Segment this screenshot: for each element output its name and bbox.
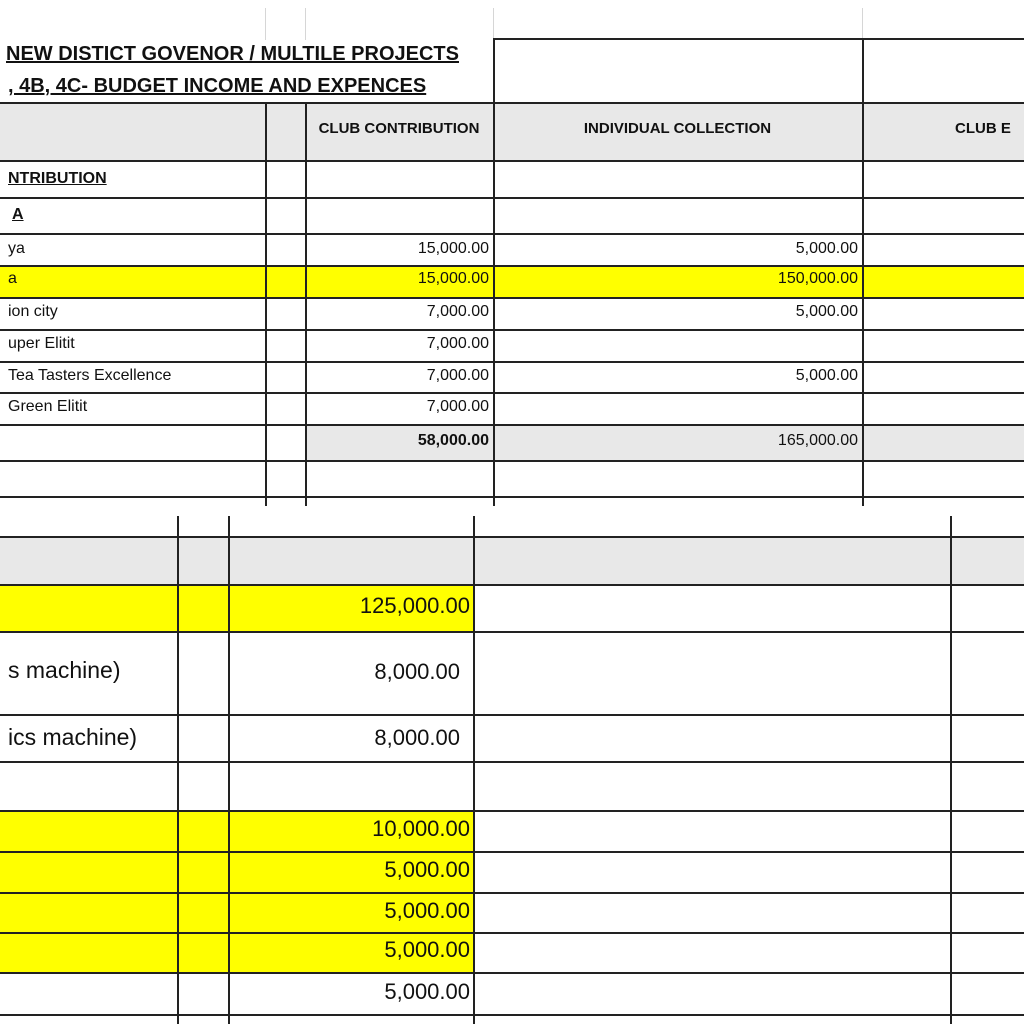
row-label[interactable]: Tea Tasters Excellence	[8, 367, 172, 384]
individual-collection-value[interactable]: 5,000.00	[795, 303, 858, 320]
amount-value[interactable]: 5,000.00	[384, 898, 470, 923]
amount-value[interactable]	[229, 774, 474, 804]
total-club-contribution[interactable]: 58,000.00	[417, 432, 489, 449]
header-individual-collection[interactable]: INDIVIDUAL COLLECTION	[583, 120, 772, 137]
amount-value[interactable]: 5,000.00	[384, 857, 470, 882]
header-club-ex[interactable]: CLUB E	[955, 120, 1011, 137]
bottom-sheet	[0, 514, 1024, 1024]
club-contribution-value[interactable]: 15,000.00	[417, 270, 489, 287]
individual-collection-value[interactable]: 5,000.00	[795, 367, 858, 384]
row-label[interactable]	[0, 592, 176, 624]
sheet-title-line2: , 4B, 4C- BUDGET INCOME AND EXPENCES	[8, 75, 427, 97]
section-label: NTRIBUTION	[8, 170, 107, 187]
club-contribution-value[interactable]: 7,000.00	[426, 367, 489, 384]
individual-collection-value[interactable]	[493, 398, 862, 422]
amount-value[interactable]: 5,000.00	[384, 979, 470, 1004]
row-label[interactable]	[0, 897, 176, 929]
amount-value[interactable]: 125,000.00	[359, 593, 470, 618]
row-label[interactable]: uper Elitit	[8, 335, 75, 352]
row-label[interactable]	[0, 816, 176, 848]
row-label[interactable]: s machine)	[8, 657, 121, 683]
individual-collection-value[interactable]: 5,000.00	[795, 240, 858, 257]
row-label[interactable]: ya	[8, 240, 25, 257]
club-contribution-value[interactable]: 7,000.00	[426, 335, 489, 352]
row-label[interactable]	[0, 856, 176, 888]
amount-value[interactable]: 5,000.00	[384, 937, 470, 962]
row-label[interactable]	[0, 774, 176, 806]
sheet-title-line1: NEW DISTICT GOVENOR / MULTILE PROJECTS	[6, 43, 459, 65]
row-label[interactable]: Green Elitit	[8, 398, 88, 415]
top-sheet	[0, 0, 1024, 506]
row-label[interactable]: ics machine)	[8, 724, 138, 750]
club-contribution-value[interactable]: 15,000.00	[417, 240, 489, 257]
header-row-fill	[0, 537, 1024, 584]
individual-collection-value[interactable]: 150,000.00	[777, 270, 858, 287]
amount-value[interactable]: 10,000.00	[372, 816, 470, 841]
row-label[interactable]: a	[8, 270, 17, 287]
sub-section-label: A	[12, 206, 24, 223]
row-label[interactable]	[0, 979, 176, 1011]
amount-value[interactable]: 8,000.00	[374, 659, 460, 684]
amount-value[interactable]: 8,000.00	[374, 725, 460, 750]
header-club-contribution[interactable]: CLUB CONTRIBUTION	[318, 120, 480, 137]
row-label[interactable]	[0, 937, 176, 969]
club-contribution-value[interactable]: 7,000.00	[426, 303, 489, 320]
total-individual-collection[interactable]: 165,000.00	[777, 432, 858, 449]
club-contribution-value[interactable]: 7,000.00	[426, 398, 489, 415]
row-label[interactable]: ion city	[8, 303, 58, 320]
individual-collection-value[interactable]	[493, 335, 862, 359]
